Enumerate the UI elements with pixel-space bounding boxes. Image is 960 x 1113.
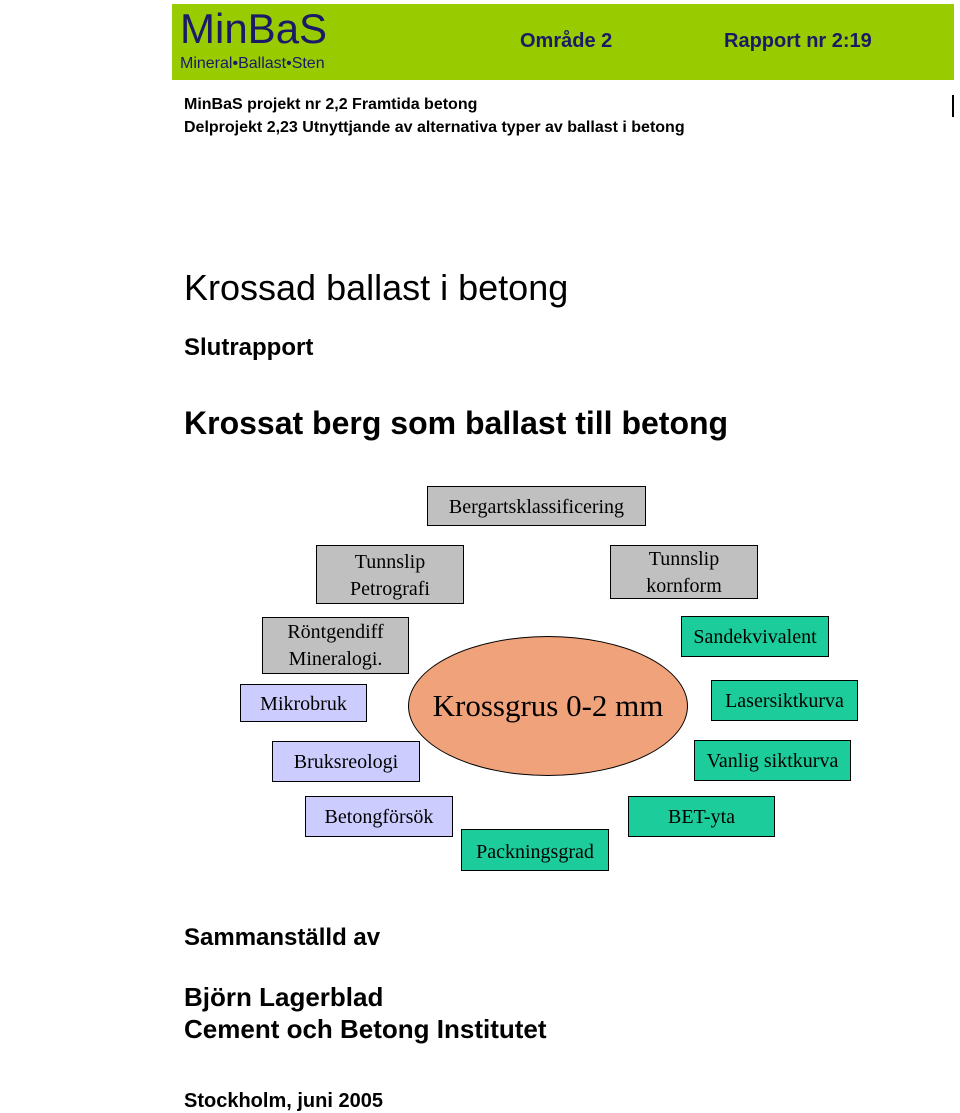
report-number: Rapport nr 2:19 bbox=[724, 30, 872, 52]
box-label: Lasersiktkurva bbox=[725, 690, 844, 712]
box-label: kornform bbox=[646, 575, 722, 597]
box-sandekvivalent bbox=[681, 616, 829, 657]
box-label: Betongförsök bbox=[324, 806, 434, 828]
center-ellipse bbox=[408, 636, 688, 776]
author-name: Björn Lagerblad bbox=[184, 982, 384, 1012]
box-lasersiktkurva bbox=[711, 680, 858, 721]
project-line-2: Delprojekt 2,23 Utnyttjande av alternativa typer av ballast i betong bbox=[184, 119, 685, 136]
box-label: Mikrobruk bbox=[260, 693, 347, 715]
box-label: Bergartsklassificering bbox=[448, 496, 625, 518]
logo-subtitle: Mineral•Ballast•Sten bbox=[180, 55, 325, 72]
box-packningsgrad bbox=[461, 829, 609, 871]
box-tunnslip-petrografi bbox=[316, 545, 464, 604]
place-date: Stockholm, juni 2005 bbox=[184, 1090, 383, 1112]
report-subtitle: Slutrapport bbox=[184, 334, 314, 361]
box-label: BET-yta bbox=[667, 806, 736, 828]
box-rontgendiff bbox=[262, 617, 409, 674]
logo-title: MinBaS bbox=[180, 5, 328, 52]
area-label: Område 2 bbox=[520, 30, 613, 52]
box-vanlig-siktkurva bbox=[694, 740, 851, 781]
box-label: Packningsgrad bbox=[476, 841, 594, 863]
box-betongforsok bbox=[305, 796, 453, 837]
project-line-1: MinBaS projekt nr 2,2 Framtida betong bbox=[184, 96, 478, 113]
box-label: Petrografi bbox=[350, 578, 430, 600]
box-label: Bruksreologi bbox=[293, 751, 399, 773]
box-label: Tunnslip bbox=[354, 551, 426, 573]
compiled-by-label: Sammanställd av bbox=[184, 924, 381, 951]
box-mikrobruk bbox=[240, 684, 367, 722]
box-bruksreologi bbox=[272, 741, 420, 782]
report-heading: Krossat berg som ballast till betong bbox=[184, 405, 729, 441]
report-title: Krossad ballast i betong bbox=[184, 267, 569, 308]
box-label: Tunnslip bbox=[648, 548, 720, 570]
box-label: Sandekvivalent bbox=[693, 626, 817, 648]
box-bet-yta bbox=[628, 796, 775, 837]
center-label: Krossgrus 0-2 mm bbox=[432, 688, 664, 723]
box-label: Röntgendiff bbox=[287, 621, 384, 643]
box-label: Mineralogi. bbox=[288, 648, 383, 670]
box-tunnslip-kornform bbox=[610, 545, 758, 599]
box-label: Vanlig siktkurva bbox=[706, 750, 839, 772]
institute-name: Cement och Betong Institutet bbox=[184, 1014, 547, 1044]
box-bergartsklassificering bbox=[427, 486, 646, 526]
